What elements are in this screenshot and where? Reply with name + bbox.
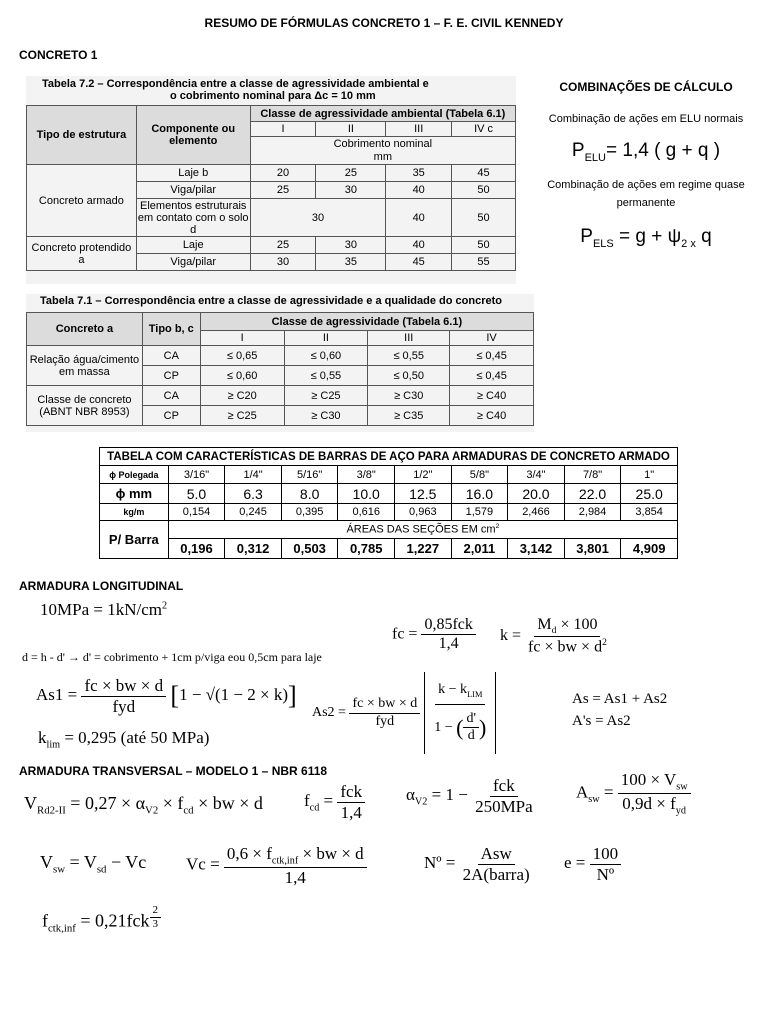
table-cell: 3,142 xyxy=(508,539,565,559)
formula-k: k = $\frac{M_d \times 100}{fc \times bw \times d^2}$ xyxy=(500,616,607,656)
formula-fcd: $f_{cd}$ = $\frac{\text{fck}}{1,4}$ xyxy=(304,782,365,822)
table-7-1-grid xyxy=(26,312,534,426)
table-7-2-caption-line2: o cobrimento nominal para Δc = 10 mm xyxy=(170,90,376,102)
table-7-1-class: IV xyxy=(450,331,534,346)
formula-fc: fc = $\frac{\text{0,85fck}}{1,4}$ xyxy=(392,616,476,654)
table-cell: 25 xyxy=(250,237,316,254)
formula-vsw: $V_{sw} = V_{sd} - Vc$ xyxy=(40,852,147,876)
table-barras xyxy=(99,447,678,559)
row-label-pbarra: P/ Barra xyxy=(100,521,169,559)
table-cell: 7/8" xyxy=(564,466,621,484)
table-cell: 5/16" xyxy=(281,466,338,484)
table-cell: CA xyxy=(142,386,200,406)
table-cell: 1,579 xyxy=(451,504,508,521)
table-cell: 1/4" xyxy=(225,466,282,484)
table-cell: ≤ 0,50 xyxy=(368,366,450,386)
els-formula: $P_{ELS} = g + \psi_{2 x}$ q xyxy=(580,225,712,250)
table-7-2-header-componente: Componente ou elemento xyxy=(136,106,250,165)
heading-longitudinal: ARMADURA LONGITUDINAL xyxy=(19,579,184,593)
table-7-2-caption-line1: Tabela 7.2 – Correspondência entre a classe de agressividade ambiental e xyxy=(42,78,429,90)
combinacoes-heading: COMBINAÇÕES DE CÁLCULO xyxy=(559,80,733,94)
table-cell: 3/4" xyxy=(508,466,565,484)
table-7-1 xyxy=(26,294,534,432)
table-cell: ≥ C30 xyxy=(368,386,450,406)
table-cell: 25 xyxy=(316,165,386,182)
formula-asw: $A_{sw}$ = $\frac{100 \times V_{sw}}{0,9d \times f_{yd}}$ xyxy=(576,770,691,817)
table-7-1-header-classe: Classe de agressividade (Tabela 6.1) xyxy=(200,313,533,331)
table-cell: 3,854 xyxy=(621,504,678,521)
table-cell: 30 xyxy=(316,182,386,199)
table-cell: ≤ 0,55 xyxy=(284,366,368,386)
table-7-2-class: IV c xyxy=(452,122,516,137)
table-cell: 2,466 xyxy=(508,504,565,521)
table-cell: ≥ C25 xyxy=(284,386,368,406)
combinacoes-panel xyxy=(528,78,764,250)
table-cell: 0,395 xyxy=(281,504,338,521)
table-cell: 40 xyxy=(386,182,452,199)
table-cell: 55 xyxy=(452,254,516,271)
table-7-2 xyxy=(26,76,516,284)
table-7-1-class: II xyxy=(284,331,368,346)
table-cell: 35 xyxy=(316,254,386,271)
table-cell: 0,196 xyxy=(168,539,225,559)
table-7-2-component: Viga/pilar xyxy=(136,254,250,271)
table-cell: 0,154 xyxy=(168,504,225,521)
table-cell: 45 xyxy=(386,254,452,271)
table-cell: 0,245 xyxy=(225,504,282,521)
table-cell: 50 xyxy=(452,237,516,254)
table-cell: 3,801 xyxy=(564,539,621,559)
table-cell: 1/2" xyxy=(395,466,452,484)
table-cell: 5.0 xyxy=(168,484,225,504)
formula-units: $10MPa = 1kN/cm^2$ xyxy=(40,600,168,619)
formula-alpha: $\alpha_{V2} = 1$ − $\frac{\text{fck}}{\text{250MPa}}$ xyxy=(406,776,533,816)
formula-as1: As1 = $\frac{fc \times bw \times d}{\text{fyd}}$ [1 − √(1 − 2 × k)] xyxy=(36,676,297,716)
table-cell: CP xyxy=(142,406,200,426)
formula-vrd2: $V_{Rd2-II} = 0,27 \times \alpha_{V2} \times f_{cd}$ × bw × d xyxy=(24,793,263,817)
table-cell: 30 xyxy=(250,199,386,237)
table-cell: 30 xyxy=(316,237,386,254)
table-7-1-class: I xyxy=(200,331,284,346)
table-cell: 22.0 xyxy=(564,484,621,504)
table-7-2-class: II xyxy=(316,122,386,137)
table-cell: ≤ 0,60 xyxy=(200,366,284,386)
table-cell: 2,984 xyxy=(564,504,621,521)
row-label-kgm: kg/m xyxy=(100,504,169,521)
table-cell: 0,963 xyxy=(395,504,452,521)
table-cell: 4,909 xyxy=(621,539,678,559)
section-heading-concreto: CONCRETO 1 xyxy=(19,48,98,62)
formula-as-total: As = As1 + As2 A's = As2 xyxy=(572,691,668,729)
table-cell: ≥ C30 xyxy=(284,406,368,426)
table-7-2-header-tipo: Tipo de estrutura xyxy=(27,106,137,165)
table-7-2-component: Viga/pilar xyxy=(136,182,250,199)
table-7-1-caption: Tabela 7.1 – Correspondência entre a classe de agressividade e a qualidade do concreto xyxy=(40,295,502,307)
table-cell: ≥ C35 xyxy=(368,406,450,426)
table-cell: 30 xyxy=(250,254,316,271)
formula-numero: Nº = $\frac{\text{Asw}}{\text{2A(barra)}}$ xyxy=(424,844,530,884)
table-cell: 20 xyxy=(250,165,316,182)
table-cell: ≥ C40 xyxy=(450,386,534,406)
table-7-2-class: III xyxy=(386,122,452,137)
table-cell: 6.3 xyxy=(225,484,282,504)
table-cell: 3/8" xyxy=(338,466,395,484)
table-cell: 8.0 xyxy=(281,484,338,504)
table-7-1-header-concreto: Concreto a xyxy=(27,313,143,346)
table-cell: ≤ 0,60 xyxy=(284,346,368,366)
table-cell: CP xyxy=(142,366,200,386)
table-cell: 25 xyxy=(250,182,316,199)
formula-fctk: $f_{ctk,inf} = 0,21fck$ $^{\frac{2}{3}}$ xyxy=(42,904,161,934)
table-cell: 0,312 xyxy=(225,539,282,559)
table-cell: 12.5 xyxy=(395,484,452,504)
page-title: RESUMO DE FÓRMULAS CONCRETO 1 – F. E. CIVIL KENNEDY xyxy=(204,16,564,30)
table-cell: ≤ 0,55 xyxy=(368,346,450,366)
areas-label: ÁREAS DAS SEÇÕES EM $cm^2$ xyxy=(168,521,677,539)
table-cell: 16.0 xyxy=(451,484,508,504)
table-cell: 40 xyxy=(386,237,452,254)
els-label: Combinação de ações em regime quase permanente xyxy=(547,178,745,209)
table-cell: 1,227 xyxy=(395,539,452,559)
table-cell: 5/8" xyxy=(451,466,508,484)
table-7-1-group-relacao: Relação água/cimento em massa xyxy=(27,346,143,386)
table-cell: 20.0 xyxy=(508,484,565,504)
table-7-2-component: Laje xyxy=(136,237,250,254)
table-7-2-class: I xyxy=(250,122,316,137)
table-cell: ≤ 0,45 xyxy=(450,346,534,366)
formula-e: e = $\frac{100}{\text{Nº}}$ xyxy=(564,844,621,884)
table-7-2-group-protendido: Concreto protendido a xyxy=(27,237,137,271)
table-cell: 3/16" xyxy=(168,466,225,484)
table-7-2-component: Laje b xyxy=(136,165,250,182)
table-7-2-component: Elementos estruturais em contato com o solo d xyxy=(137,199,249,236)
table-7-2-group-armado: Concreto armado xyxy=(27,165,137,237)
table-cell: ≤ 0,65 xyxy=(200,346,284,366)
table-7-1-header-tipo: Tipo b, c xyxy=(142,313,200,346)
table-7-2-unit-mm: mm xyxy=(373,150,392,163)
table-7-1-class: III xyxy=(368,331,450,346)
formula-vc: Vc = $\frac{0,6 \times f_{ctk,inf} \times bw \times d}{1,4}$ xyxy=(186,844,367,888)
table-7-2-unit: Cobrimento nominal xyxy=(333,137,433,150)
table-cell: 0,616 xyxy=(338,504,395,521)
table-cell: CA xyxy=(142,346,200,366)
table-cell: 50 xyxy=(452,199,516,237)
row-label-polegada: ϕ Polegada xyxy=(100,466,169,484)
table-7-1-group-classe: Classe de concreto (ABNT NBR 8953) xyxy=(27,386,143,426)
formula-klim: $k_{lim} = 0,295$ (até 50 MPa) xyxy=(38,728,210,751)
table-cell: ≥ C40 xyxy=(450,406,534,426)
table-cell: 10.0 xyxy=(338,484,395,504)
table-7-2-grid xyxy=(26,105,516,271)
table-cell: 40 xyxy=(386,199,452,237)
formula-d: d = h - d' → d' = cobrimento + 1cm p/viga eou 0,5cm para laje xyxy=(22,650,322,664)
heading-transversal: ARMADURA TRANSVERSAL – MODELO 1 – NBR 6118 xyxy=(19,764,328,778)
table-cell: 0,785 xyxy=(338,539,395,559)
table-7-2-header-classe: Classe de agressividade ambiental (Tabela 6.1) xyxy=(250,106,515,122)
table-cell: 35 xyxy=(386,165,452,182)
table-barras-title: TABELA COM CARACTERÍSTICAS DE BARRAS DE AÇO PARA ARMADURAS DE CONCRETO ARMADO xyxy=(100,448,678,466)
elu-label: Combinação de ações em ELU normais xyxy=(548,113,744,125)
table-cell: 50 xyxy=(452,182,516,199)
table-cell: ≤ 0,45 xyxy=(450,366,534,386)
elu-formula: $P_{ELU}= 1,4$ ( g + q ) xyxy=(571,140,721,164)
table-cell: 2,011 xyxy=(451,539,508,559)
table-cell: ≥ C25 xyxy=(200,406,284,426)
table-cell: 45 xyxy=(452,165,516,182)
row-label-mm: ϕ mm xyxy=(100,484,169,504)
formula-as2: As2 = $\frac{fc \times bw \times d}{\text{fyd}}$ $k - k_{LIM}$ 1 − ( $\frac{d'}{d}$ ) xyxy=(312,672,496,754)
table-cell: ≥ C20 xyxy=(200,386,284,406)
table-cell: 25.0 xyxy=(621,484,678,504)
table-cell: 1" xyxy=(621,466,678,484)
table-cell: 0,503 xyxy=(281,539,338,559)
